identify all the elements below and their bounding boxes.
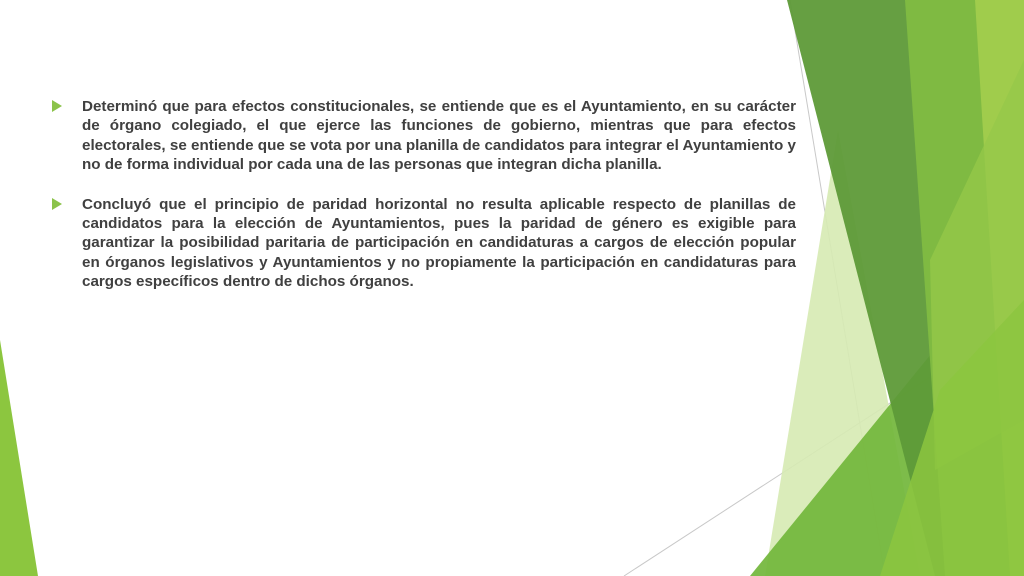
bullet-text-2: Concluyó que el principio de paridad horizontal no resulta aplicable respecto de planillas de candidatos para la elección de Ayuntamientos, pues la paridad de género es exigible para garantizar la posibilidad paritaria de participación en candidaturas a cargos de elección popular en órganos legislativos y Ayuntamientos y no propiamente la participación en candidaturas para cargos específicos dentro de dichos órganos. xyxy=(82,195,796,291)
left-green-wedge xyxy=(0,340,38,576)
bullet-item-1 xyxy=(52,97,796,175)
content-area xyxy=(52,97,796,312)
bullet-text-1: Determinó que para efectos constitucionales, se entiende que es el Ayuntamiento, en su carácter de órgano colegiado, el que ejerce las funciones de gobierno, mientras que para efectos electorales, se entiende que se vota por una planilla de candidatos para integrar el Ayuntamiento y no de forma individual por cada una de las personas que integran dicha planilla. xyxy=(82,98,796,174)
triangle-right-icon xyxy=(52,100,62,112)
triangle-right-icon xyxy=(52,198,62,210)
bullet-item-2 xyxy=(52,195,796,292)
